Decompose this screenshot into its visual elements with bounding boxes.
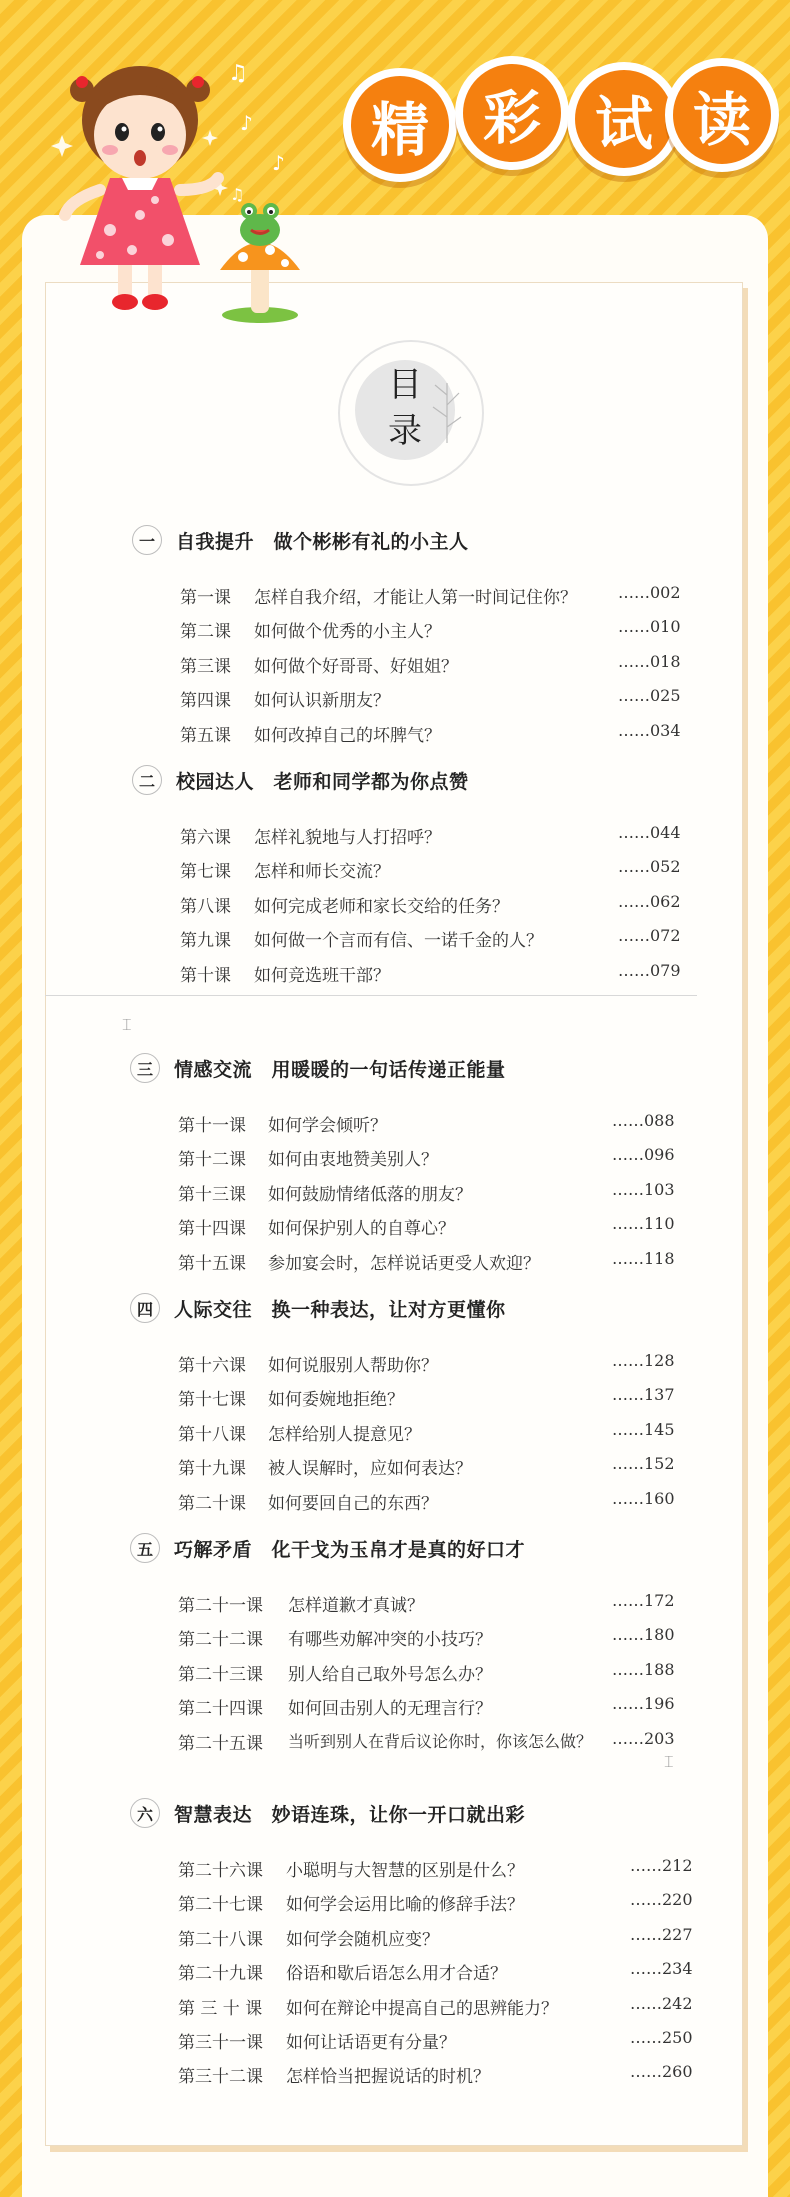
toc-entry[interactable]: 第二十五课 当听到别人在背后议论你时，你该怎么做？ ……203 (178, 1728, 675, 1754)
toc-entry[interactable]: 第一课 怎样自我介绍，才能让人第一时间记住你？ ……002 (180, 583, 681, 608)
toc-entry[interactable]: 第二十三课 别人给自己取外号怎么办？ ……188 (178, 1659, 675, 1685)
toc-entry[interactable]: 第十三课 如何鼓励情绪低落的朋友？ ……103 (178, 1179, 675, 1205)
toc-entry[interactable]: 第七课 怎样和师长交流？ ……052 (180, 857, 681, 883)
toc-entry[interactable]: 第十一课 如何学会倾听？ ……088 (178, 1111, 675, 1136)
section-title: 智慧表达 妙语连珠，让你一开口就出彩 (174, 1803, 526, 1826)
toc-entry[interactable]: 第十四课 如何保护别人的自尊心？ ……110 (178, 1214, 675, 1240)
toc-section (132, 521, 681, 749)
page-divider (45, 995, 697, 996)
toc-entry[interactable]: 第十七课 如何委婉地拒绝？ ……137 (178, 1385, 675, 1411)
svg-text:♫: ♫ (230, 185, 245, 204)
toc-entry[interactable]: 第三课 如何做个好哥哥、好姐姐？ ……018 (180, 651, 681, 677)
frog-on-mushroom-illustration (215, 175, 305, 325)
toc-section (132, 761, 681, 989)
toc-entry[interactable]: 第二十六课 小聪明与大智慧的区别是什么？ ……212 (178, 1856, 693, 1881)
toc-entry[interactable]: 第十六课 如何说服别人帮助你？ ……128 (178, 1351, 675, 1376)
title-char-badge: 彩 (455, 56, 569, 170)
toc-entry[interactable]: 第二十九课 俗语和歇后语怎么用才合适？ ……234 (178, 1959, 693, 1985)
toc-entry[interactable]: 第十课 如何竞选班干部？ ……079 (180, 960, 681, 986)
toc-entry[interactable]: 第二十七课 如何学会运用比喻的修辞手法？ ……220 (178, 1890, 693, 1916)
toc-section (130, 1529, 675, 1757)
toc-entry[interactable]: 第十五课 参加宴会时，怎样说话更受人欢迎？ ……118 (178, 1248, 675, 1274)
svg-text:♫: ♫ (228, 61, 248, 86)
toc-section (130, 1289, 675, 1517)
toc-entry[interactable]: 第三十一课 如何让话语更有分量？ ……250 (178, 2027, 693, 2053)
toc-entry[interactable]: 第九课 如何做一个言而有信、一诺千金的人？ ……072 (180, 926, 681, 952)
toc-section (130, 1794, 693, 2091)
section-number-badge: 二 (132, 765, 162, 795)
section-number-badge: 五 (130, 1533, 160, 1563)
toc-section (130, 1049, 675, 1277)
toc-entry[interactable]: 第二十四课 如何回击别人的无理言行？ ……196 (178, 1694, 675, 1720)
section-title: 人际交往 换一种表达，让对方更懂你 (174, 1298, 506, 1321)
toc-entry[interactable]: 第 三 十 课 如何在辩论中提高自己的思辨能力？ ……242 (178, 1993, 693, 2019)
toc-entry[interactable]: 第二十二课 有哪些劝解冲突的小技巧？ ……180 (178, 1625, 675, 1651)
toc-entry[interactable]: 第二课 如何做个优秀的小主人？ ……010 (180, 617, 681, 643)
title-char-badge: 读 (665, 58, 779, 172)
toc-entry[interactable]: 第三十二课 怎样恰当把握说话的时机？ ……260 (178, 2062, 693, 2088)
corner-mark-icon: ⌶ (664, 1752, 674, 1771)
section-title: 情感交流 用暖暖的一句话传递正能量 (174, 1058, 506, 1081)
svg-text:♪: ♪ (240, 111, 253, 135)
toc-entry[interactable]: 第十二课 如何由衷地赞美别人？ ……096 (178, 1145, 675, 1171)
toc-entry[interactable]: 第四课 如何认识新朋友？ ……025 (180, 686, 681, 712)
section-title: 自我提升 做个彬彬有礼的小主人 (176, 530, 469, 553)
toc-title: 目 录 (388, 365, 422, 451)
toc-entry[interactable]: 第十九课 被人误解时，应如何表达？ ……152 (178, 1454, 675, 1480)
svg-text:♪: ♪ (272, 151, 285, 175)
toc-entry[interactable]: 第八课 如何完成老师和家长交给的任务？ ……062 (180, 891, 681, 917)
section-number-badge: 四 (130, 1293, 160, 1323)
section-number-badge: 三 (130, 1053, 160, 1083)
section-title: 巧解矛盾 化干戈为玉帛才是真的好口才 (174, 1538, 526, 1561)
toc-entry[interactable]: 第六课 怎样礼貌地与人打招呼？ ……044 (180, 823, 681, 848)
corner-mark-icon: ⌶ (122, 1015, 132, 1034)
toc-entry[interactable]: 第二十八课 如何学会随机应变？ ……227 (178, 1924, 693, 1950)
plant-sketch-icon (425, 375, 470, 445)
toc-entry[interactable]: 第二十课 如何要回自己的东西？ ……160 (178, 1488, 675, 1514)
title-char-badge: 精 (343, 68, 457, 182)
section-number-badge: 一 (132, 525, 162, 555)
toc-entry[interactable]: 第十八课 怎样给别人提意见？ ……145 (178, 1419, 675, 1445)
toc-entry[interactable]: 第五课 如何改掉自己的坏脾气？ ……034 (180, 720, 681, 746)
section-title: 校园达人 老师和同学都为你点赞 (176, 770, 469, 793)
section-number-badge: 六 (130, 1798, 160, 1828)
title-char-badge: 试 (567, 62, 681, 176)
toc-entry[interactable]: 第二十一课 怎样道歉才真诚？ ……172 (178, 1591, 675, 1616)
